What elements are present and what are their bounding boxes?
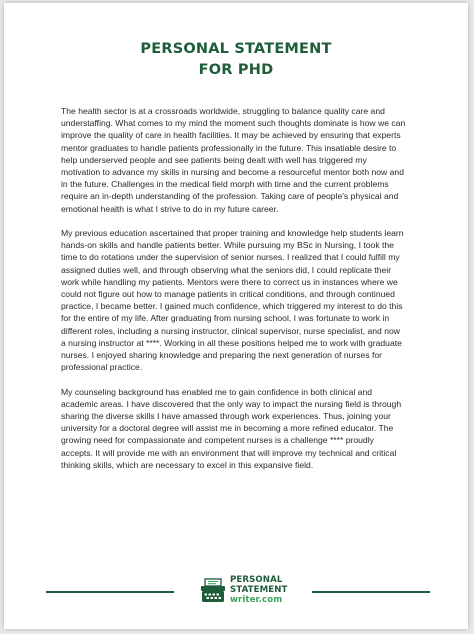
page-title [4,39,468,81]
logo-line-3: writer.com [230,595,283,606]
title-line-2: FOR PHD [198,62,274,78]
footer-rule-left [46,591,174,593]
logo-wordmark [230,575,287,606]
typewriter-icon [200,578,226,604]
document-page [4,3,468,629]
paragraph-3: My counseling background has enabled me to gain confidence in both clinical and academic areas. I have discovered that the only way to impact the nursing field is through sharing the diverse skills I have amassed through work experiences. Thus, joining your university for a doctoral degree will assist me in becoming a more refined educator. The growing need for compassionate and competent nurses is a challenge **** proudly accepts. It will provide me with an environment that will improve my technical and critical thinking skills, which are necessary to excel in this expansive field. [61,386,402,470]
logo-line-2: STATEMENT [230,585,288,596]
paragraph-2: My previous education ascertained that proper training and knowledge help students learn hands-on skills and handle patients better. While pursuing my BSc in Nursing, I took the time to do rotations under the supervision of senior nurses. I realized that I could fulfill my assigned duties well, and through observing what the seniors did, I could replicate their work while handling my patients. Mentors were there to correct us in instances where we could not figure out how to manage patients in critical conditions, and through continued practice, I became better. I gained much confidence, which triggered my interest to do this for the entire of my life. After graduating from nursing school, I was fortunate to work in different roles, including a nursing instructor, clinical supervisor, nurse specialist, and now a nursing instructor at ****. Working in all these positions helped me to work with graduate nurses. I enjoyed sharing knowledge and preparing the next generation of nurses for professional practice. [61,228,404,373]
brand-logo[interactable] [200,575,308,611]
title-line-1: PERSONAL STATEMENT [140,41,332,57]
footer-rule-right [312,591,430,593]
paragraph-1: The health sector is at a crossroads worldwide, struggling to balance quality care and understaffing. What comes to my mind the moment such thoughts dominate is how we can improve the quality of care in health facilities. It may be achieved by ensuring that experts mentor graduates to handle patients professionally in the future. This insatiable desire to help underserved people and see patients being dealt with well has triggered my motivation to advance my skills in nursing and become a resourceful mentor both now and in the future. Challenges in the medical field morph with time and the current problems require an in-depth understanding of the profession. Taking care of people's physical and emotional health is what I strive to do in my future career. [61,106,406,214]
footer [4,573,468,613]
logo-line-1: PERSONAL [230,575,283,585]
statement-body [61,105,407,483]
